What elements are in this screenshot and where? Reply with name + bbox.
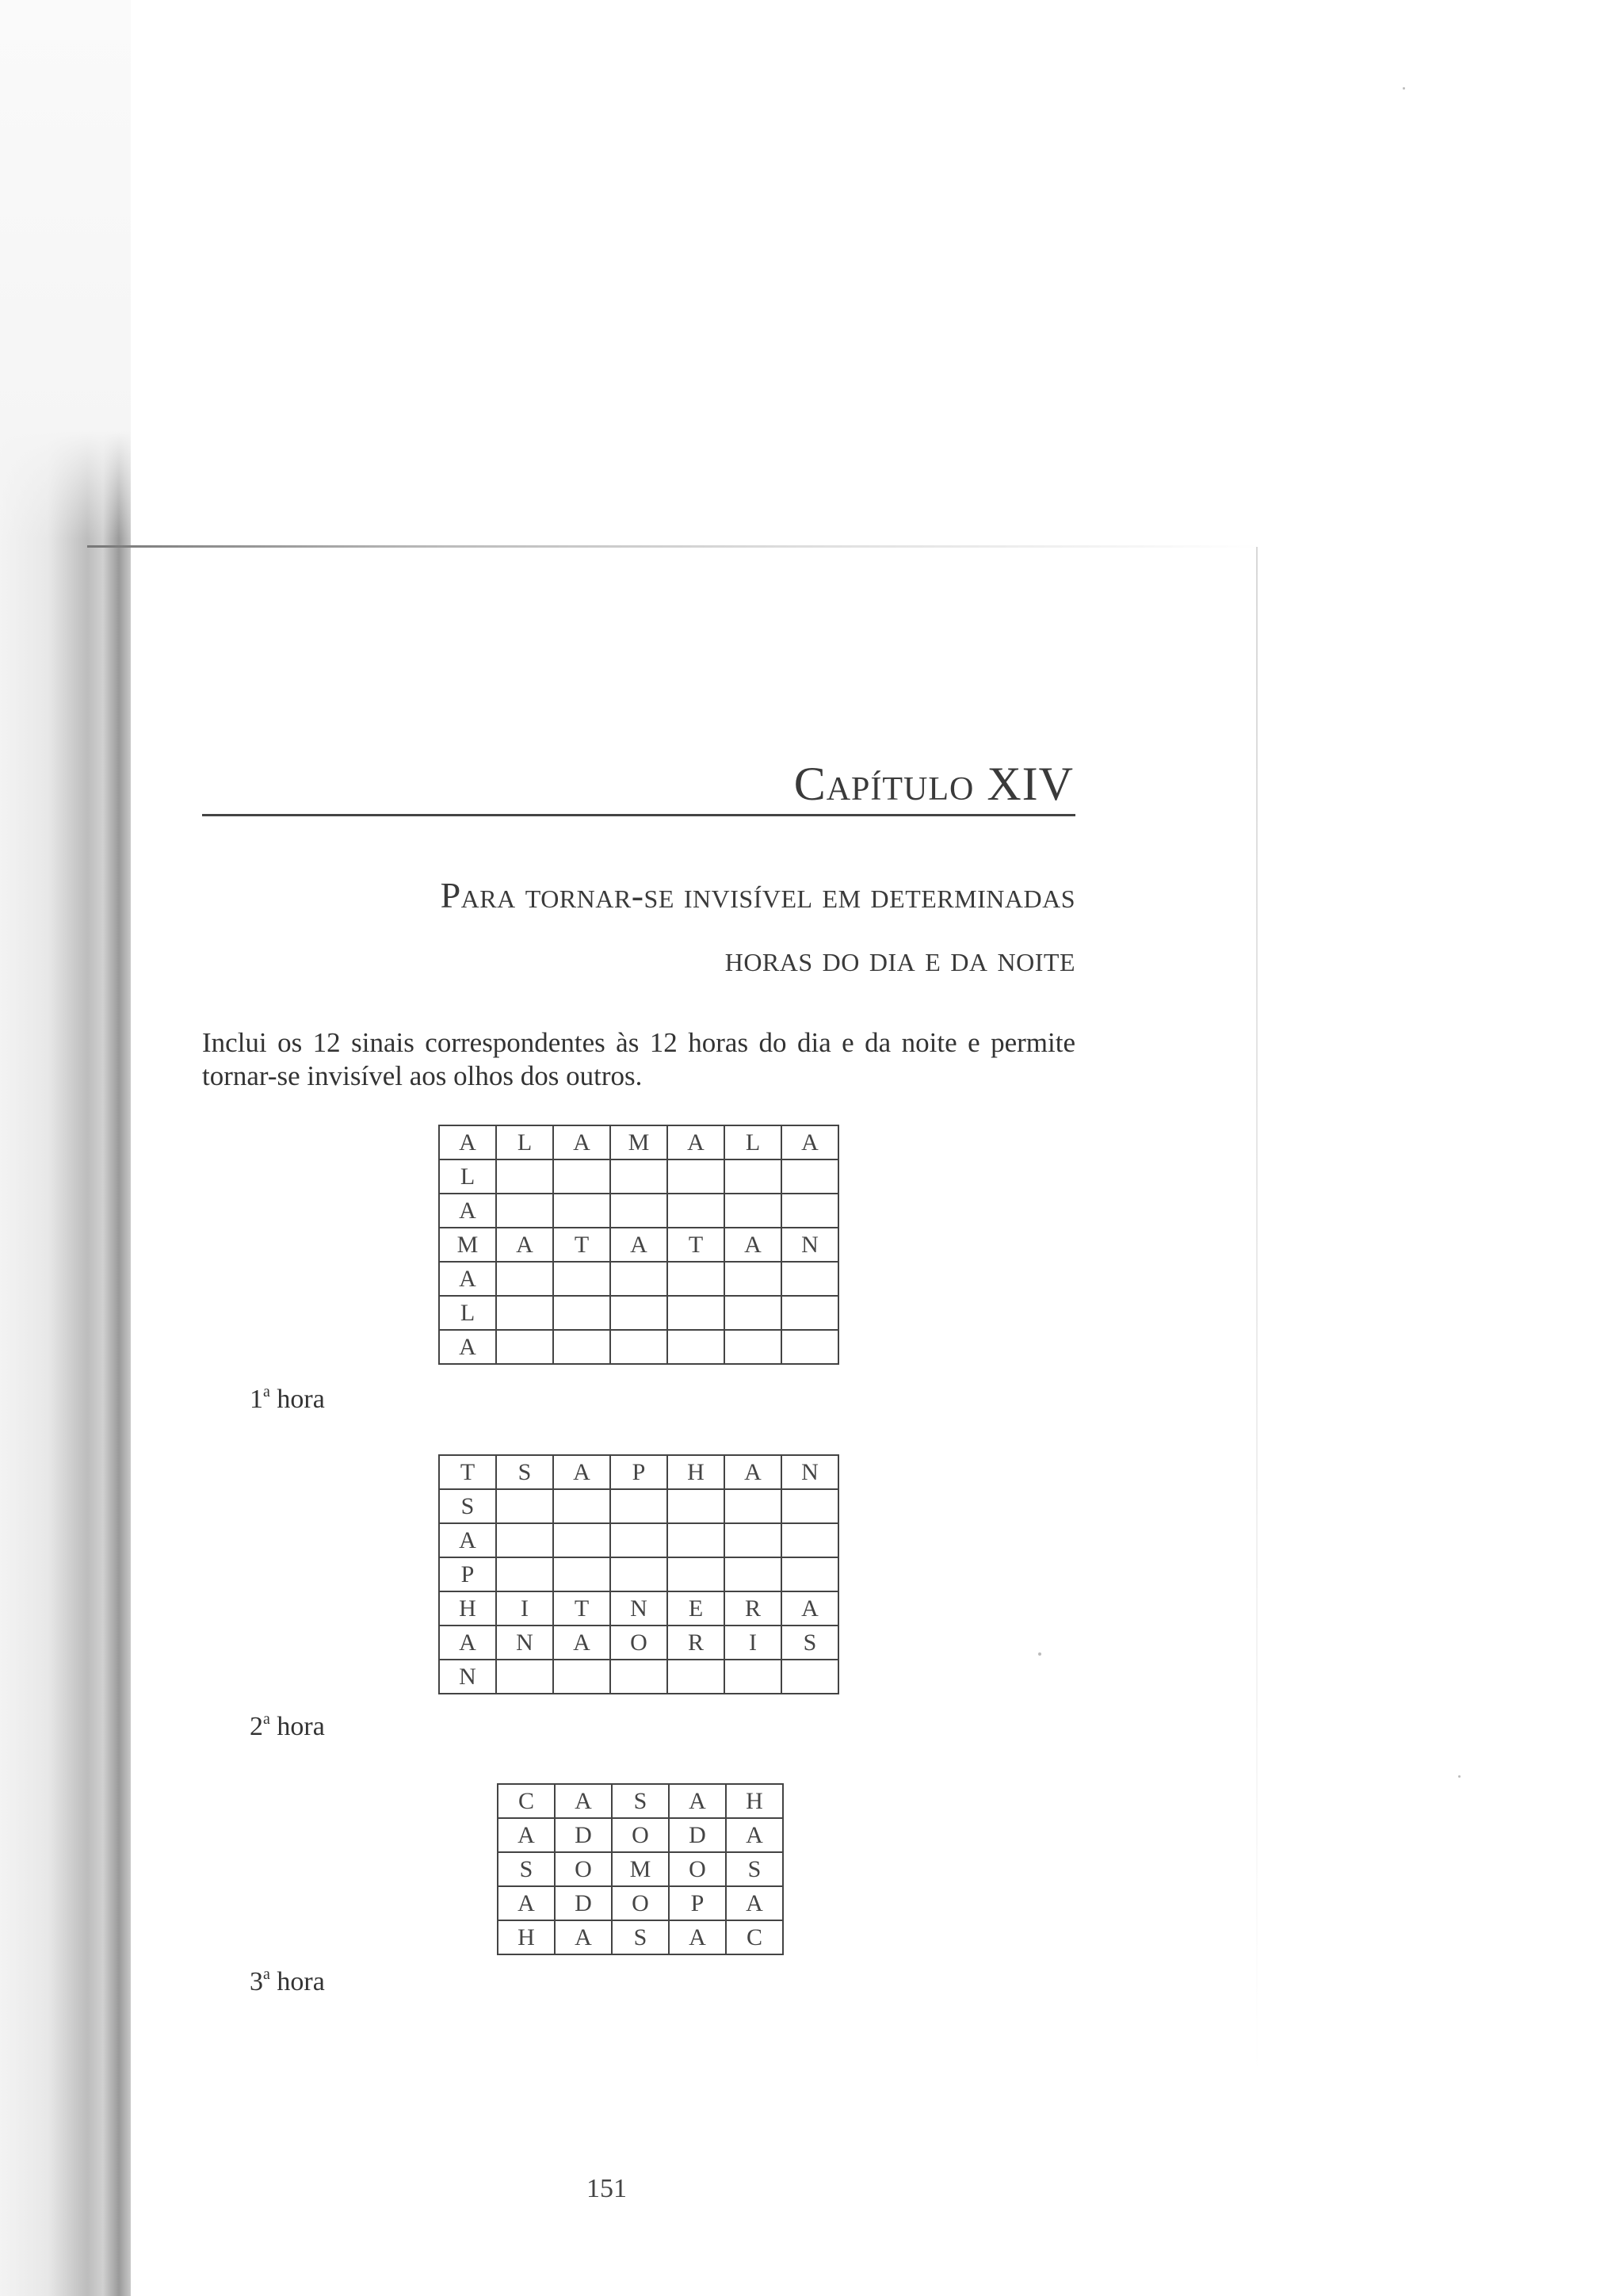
grid-cell xyxy=(553,1194,610,1228)
grid-cell: A xyxy=(669,1784,726,1818)
grid-cell xyxy=(667,1489,724,1523)
grid-cell: S xyxy=(726,1852,783,1886)
grid-cell: O xyxy=(612,1818,669,1852)
grid-cell xyxy=(667,1262,724,1296)
grid-cell: P xyxy=(610,1455,667,1489)
grid-cell xyxy=(496,1557,553,1591)
grid-cell: A xyxy=(496,1228,553,1262)
grid-cell: D xyxy=(555,1886,612,1920)
scan-speck xyxy=(1458,1775,1461,1778)
grid-cell: S xyxy=(498,1852,555,1886)
hour-label-number: 3 xyxy=(250,1967,263,1996)
magic-square-hour-2 xyxy=(438,1454,839,1694)
grid-cell xyxy=(724,1557,781,1591)
grid-cell: A xyxy=(724,1228,781,1262)
grid-cell xyxy=(610,1523,667,1557)
grid-cell: D xyxy=(555,1818,612,1852)
grid-cell xyxy=(781,1159,838,1194)
grid-cell: T xyxy=(553,1591,610,1626)
hour-label-number: 1 xyxy=(250,1385,263,1414)
grid-cell xyxy=(724,1296,781,1330)
grid-row xyxy=(439,1296,838,1330)
grid-cell: I xyxy=(724,1626,781,1660)
grid-cell: S xyxy=(612,1784,669,1818)
grid-cell: T xyxy=(667,1228,724,1262)
grid-cell: L xyxy=(439,1159,496,1194)
grid-cell xyxy=(724,1523,781,1557)
grid-cell xyxy=(610,1159,667,1194)
grid-row xyxy=(439,1262,838,1296)
grid-cell xyxy=(610,1194,667,1228)
grid-cell xyxy=(553,1557,610,1591)
grid-cell: N xyxy=(781,1455,838,1489)
grid-row xyxy=(439,1626,838,1660)
hour-label-2 xyxy=(250,1710,325,1742)
grid-cell: N xyxy=(610,1591,667,1626)
grid-cell: O xyxy=(669,1852,726,1886)
grid-row xyxy=(498,1920,783,1954)
grid-cell: S xyxy=(496,1455,553,1489)
hour-label-word: hora xyxy=(277,1967,325,1996)
grid-cell: A xyxy=(726,1818,783,1852)
grid-cell xyxy=(667,1660,724,1694)
grid-row xyxy=(439,1125,838,1159)
grid-row xyxy=(439,1159,838,1194)
grid-row xyxy=(498,1852,783,1886)
grid-cell xyxy=(667,1296,724,1330)
scan-speck xyxy=(1403,87,1405,90)
grid-cell xyxy=(724,1159,781,1194)
grid-cell: A xyxy=(553,1455,610,1489)
grid-cell xyxy=(553,1523,610,1557)
section-title-line-2: horas do dia e da noite xyxy=(724,938,1075,979)
grid-cell: O xyxy=(610,1626,667,1660)
grid-row xyxy=(439,1523,838,1557)
grid-cell: C xyxy=(726,1920,783,1954)
grid-cell xyxy=(496,1296,553,1330)
grid-cell: S xyxy=(439,1489,496,1523)
hour-label-ordinal: a xyxy=(263,1966,270,1983)
grid-cell xyxy=(496,1159,553,1194)
grid-cell: A xyxy=(669,1920,726,1954)
grid-cell: A xyxy=(439,1330,496,1364)
intro-paragraph: Inclui os 12 sinais correspondentes às 12 horas do dia e da noite e permite tornar-se invisível aos olhos dos outros. xyxy=(202,1027,1075,1091)
grid-cell: A xyxy=(555,1920,612,1954)
grid-cell xyxy=(610,1489,667,1523)
grid-cell xyxy=(667,1330,724,1364)
hour-label-ordinal: a xyxy=(263,1383,270,1400)
grid-cell: L xyxy=(496,1125,553,1159)
grid-row xyxy=(498,1886,783,1920)
grid-cell: N xyxy=(496,1626,553,1660)
grid-cell: D xyxy=(669,1818,726,1852)
grid-cell: O xyxy=(612,1886,669,1920)
grid-cell xyxy=(667,1523,724,1557)
grid-cell xyxy=(496,1489,553,1523)
grid-cell xyxy=(610,1660,667,1694)
grid-cell xyxy=(667,1159,724,1194)
grid-cell xyxy=(781,1489,838,1523)
grid-cell: O xyxy=(555,1852,612,1886)
grid-cell: M xyxy=(439,1228,496,1262)
grid-cell xyxy=(724,1660,781,1694)
chapter-rule xyxy=(202,814,1075,816)
grid-cell: N xyxy=(781,1228,838,1262)
grid-row xyxy=(439,1330,838,1364)
hour-label-ordinal: a xyxy=(263,1710,270,1728)
grid-cell: A xyxy=(553,1125,610,1159)
grid-cell xyxy=(496,1523,553,1557)
grid-row xyxy=(439,1557,838,1591)
chapter-title: Capítulo XIV xyxy=(793,758,1074,810)
grid-cell xyxy=(553,1660,610,1694)
grid-cell: H xyxy=(726,1784,783,1818)
grid-cell xyxy=(496,1330,553,1364)
section-title-line-1: Para tornar-se invisível em determinadas xyxy=(440,875,1075,915)
grid-cell xyxy=(610,1330,667,1364)
grid-cell: T xyxy=(553,1228,610,1262)
section-title xyxy=(202,864,1075,991)
hour-label-1 xyxy=(250,1383,325,1415)
grid-cell xyxy=(781,1296,838,1330)
grid-cell: A xyxy=(439,1626,496,1660)
grid-cell: A xyxy=(610,1228,667,1262)
grid-cell xyxy=(667,1557,724,1591)
grid-cell: P xyxy=(669,1886,726,1920)
magic-square-hour-3 xyxy=(497,1783,784,1955)
grid-cell: A xyxy=(726,1886,783,1920)
grid-cell xyxy=(610,1262,667,1296)
grid-cell: T xyxy=(439,1455,496,1489)
grid-cell: I xyxy=(496,1591,553,1626)
grid-cell xyxy=(724,1330,781,1364)
grid-cell: A xyxy=(667,1125,724,1159)
grid-cell xyxy=(496,1262,553,1296)
grid-row xyxy=(439,1660,838,1694)
grid-cell: R xyxy=(667,1626,724,1660)
grid-cell xyxy=(496,1194,553,1228)
grid-cell: A xyxy=(439,1262,496,1296)
grid-cell: S xyxy=(781,1626,838,1660)
grid-cell: H xyxy=(498,1920,555,1954)
grid-cell: P xyxy=(439,1557,496,1591)
grid-cell xyxy=(724,1489,781,1523)
grid-cell xyxy=(496,1660,553,1694)
hour-label-number: 2 xyxy=(250,1712,263,1741)
grid-row xyxy=(439,1228,838,1262)
grid-row xyxy=(439,1591,838,1626)
grid-cell xyxy=(610,1296,667,1330)
grid-cell xyxy=(781,1330,838,1364)
grid-cell xyxy=(553,1330,610,1364)
grid-cell: N xyxy=(439,1660,496,1694)
grid-cell: C xyxy=(498,1784,555,1818)
grid-cell xyxy=(724,1262,781,1296)
grid-cell: A xyxy=(498,1886,555,1920)
grid-cell xyxy=(781,1557,838,1591)
grid-cell: A xyxy=(439,1523,496,1557)
grid-cell: S xyxy=(612,1920,669,1954)
grid-cell: A xyxy=(439,1125,496,1159)
grid-cell: M xyxy=(612,1852,669,1886)
grid-cell xyxy=(553,1296,610,1330)
grid-cell xyxy=(781,1523,838,1557)
grid-cell xyxy=(667,1194,724,1228)
grid-cell xyxy=(781,1262,838,1296)
hour-label-word: hora xyxy=(277,1385,325,1414)
grid-cell xyxy=(724,1194,781,1228)
grid-cell: L xyxy=(724,1125,781,1159)
grid-cell xyxy=(610,1557,667,1591)
page-right-edge xyxy=(1256,547,1258,2076)
grid-cell: A xyxy=(439,1194,496,1228)
grid-cell: A xyxy=(781,1125,838,1159)
grid-cell: H xyxy=(439,1591,496,1626)
grid-cell xyxy=(781,1194,838,1228)
grid-row xyxy=(498,1784,783,1818)
grid-cell: M xyxy=(610,1125,667,1159)
grid-row xyxy=(439,1194,838,1228)
grid-row xyxy=(439,1455,838,1489)
grid-cell: L xyxy=(439,1296,496,1330)
grid-cell: H xyxy=(667,1455,724,1489)
grid-cell xyxy=(781,1660,838,1694)
grid-row xyxy=(439,1489,838,1523)
magic-square-hour-1 xyxy=(438,1125,839,1365)
grid-cell: E xyxy=(667,1591,724,1626)
grid-cell: A xyxy=(498,1818,555,1852)
hour-label-3 xyxy=(250,1966,325,1997)
grid-cell: A xyxy=(724,1455,781,1489)
scan-speck xyxy=(1038,1652,1041,1656)
book-page xyxy=(131,547,1256,2296)
scan-margin xyxy=(0,0,131,539)
hour-label-word: hora xyxy=(277,1712,325,1741)
page-number: 151 xyxy=(586,2174,627,2203)
grid-cell xyxy=(553,1489,610,1523)
grid-cell: R xyxy=(724,1591,781,1626)
grid-cell: A xyxy=(553,1626,610,1660)
grid-cell: A xyxy=(555,1784,612,1818)
grid-cell xyxy=(553,1159,610,1194)
grid-cell xyxy=(553,1262,610,1296)
grid-row xyxy=(498,1818,783,1852)
grid-cell: A xyxy=(781,1591,838,1626)
